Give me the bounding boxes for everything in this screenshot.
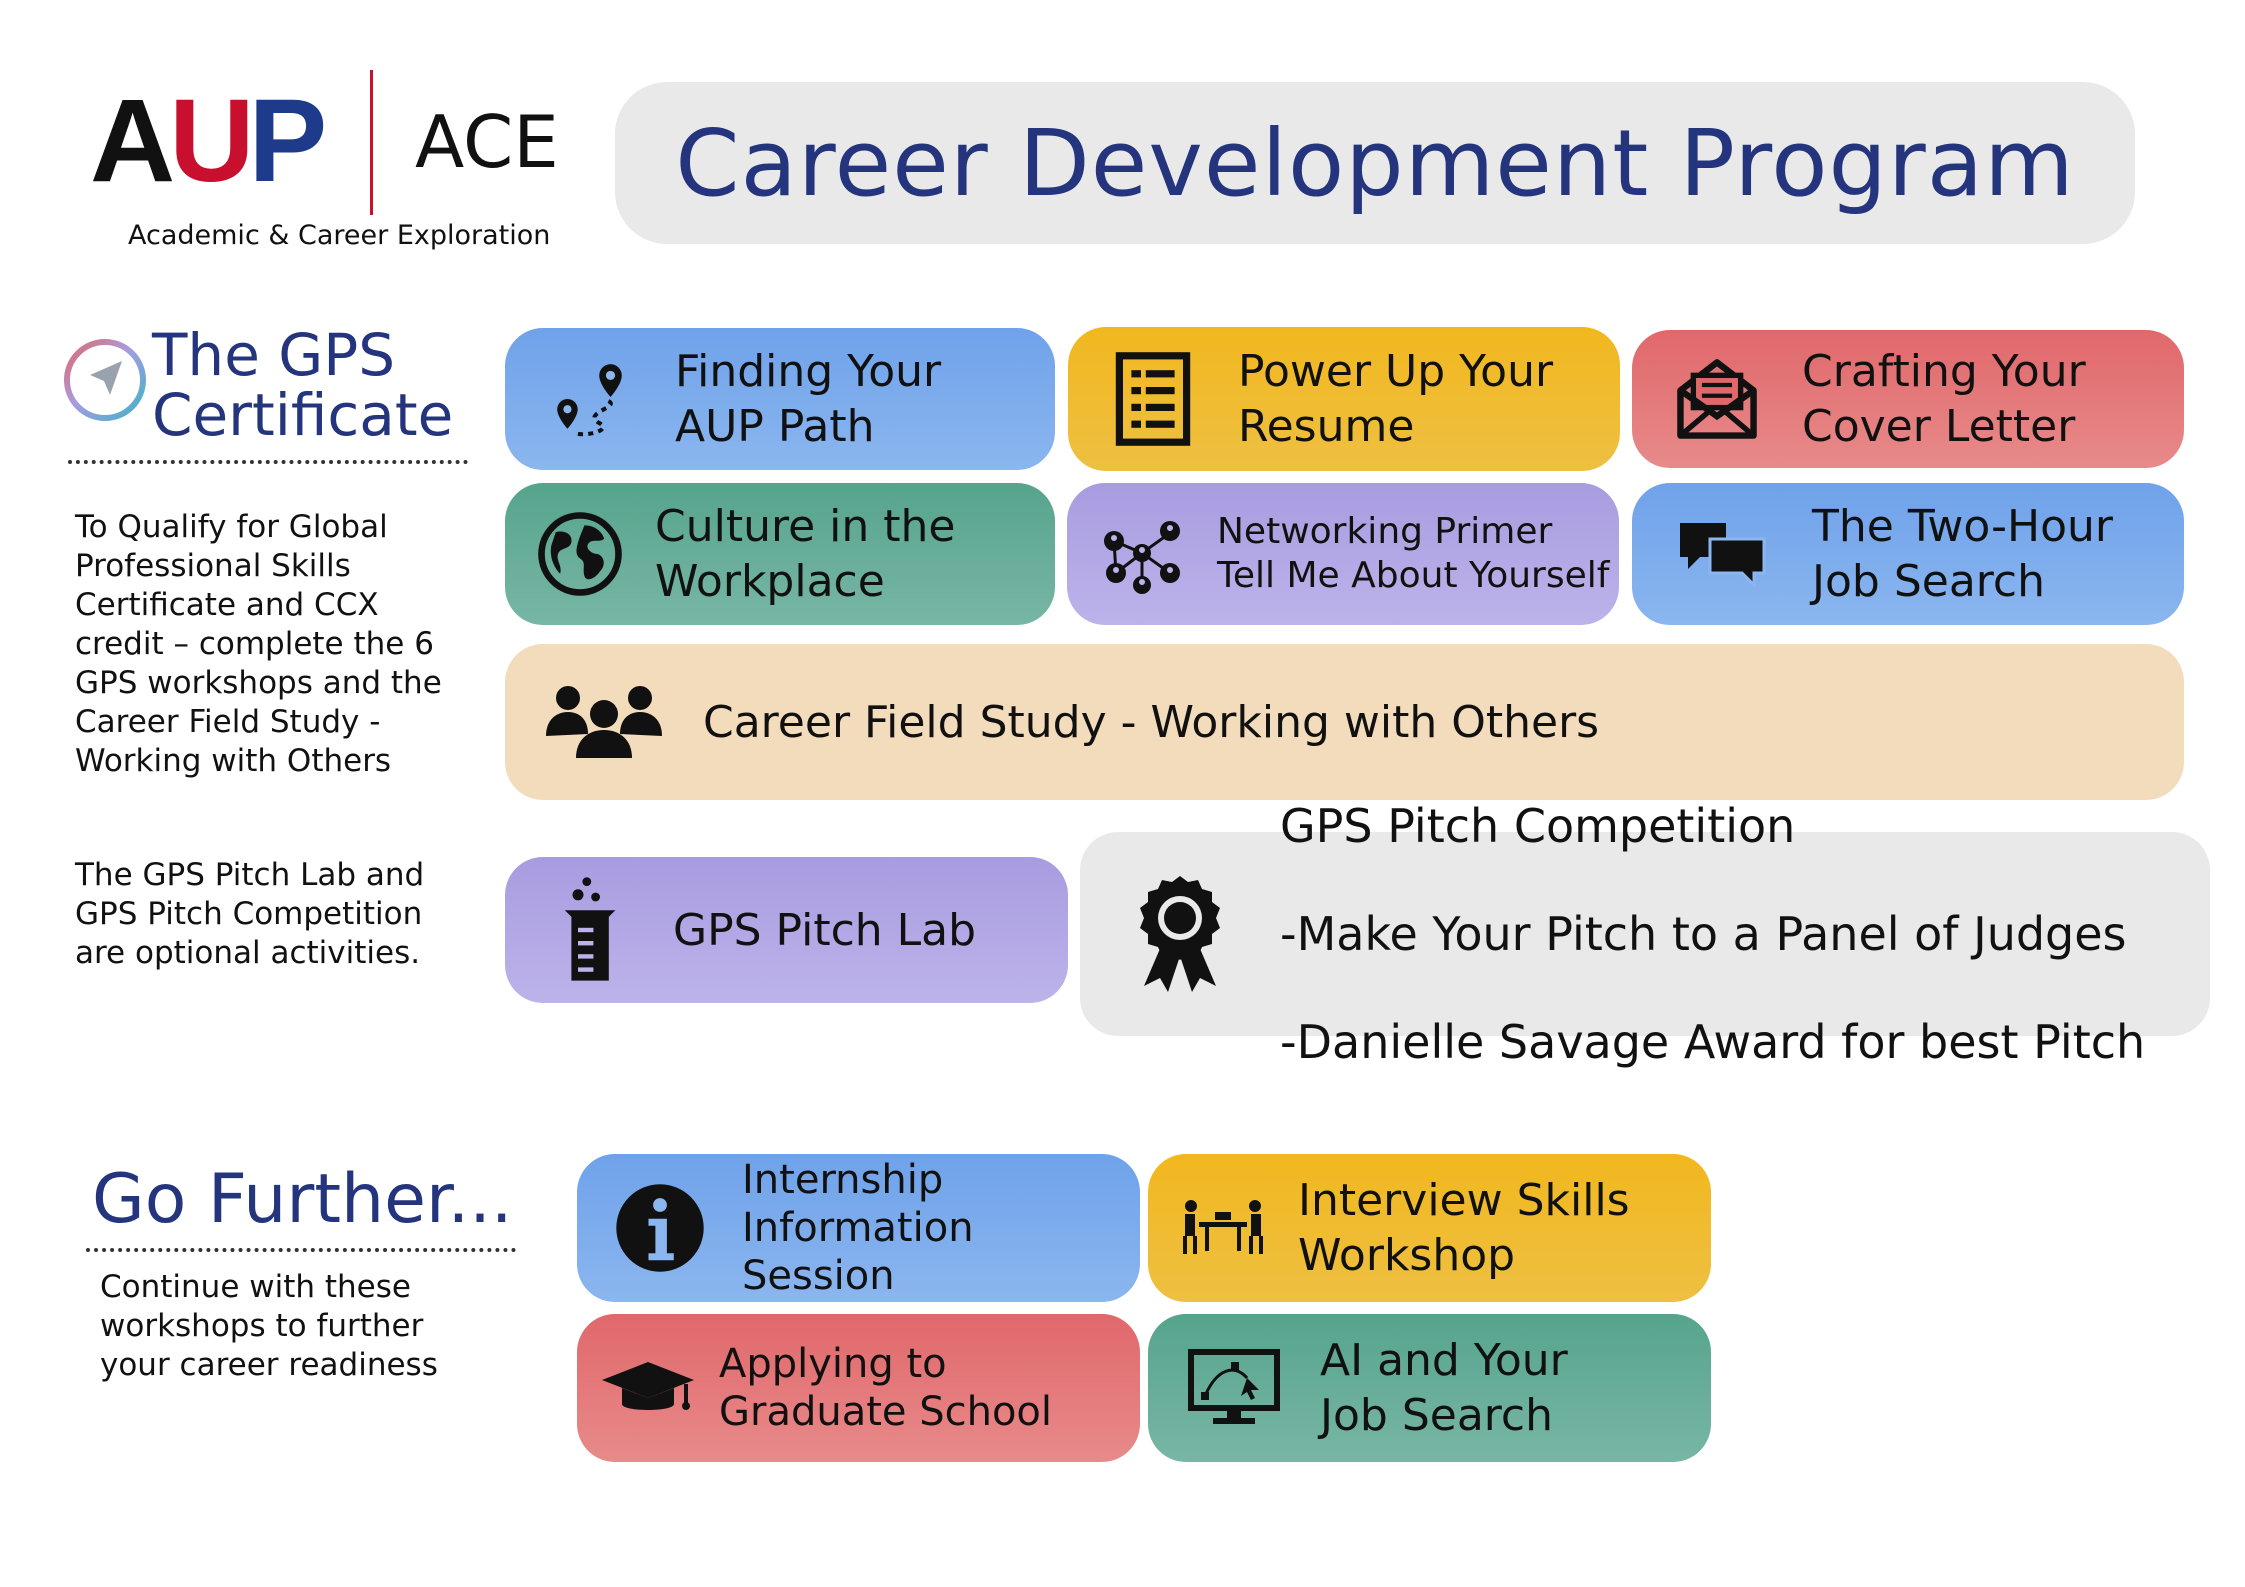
gps-pitch-competition[interactable] bbox=[1080, 799, 2210, 1069]
workshop-label: Interview Skills Workshop bbox=[1298, 1175, 1630, 1281]
go-further-divider bbox=[86, 1248, 516, 1252]
workshop-label: Crafting Your Cover Letter bbox=[1802, 346, 2086, 452]
optional-description: The GPS Pitch Lab and GPS Pitch Competition are optional activities. bbox=[75, 857, 425, 971]
compass-icon bbox=[60, 335, 150, 425]
go-further-heading: Go Further... bbox=[92, 1160, 513, 1239]
workshop-applying-to-graduate-school[interactable] bbox=[577, 1314, 1140, 1462]
group-people-icon bbox=[542, 682, 666, 762]
workshop-finding-your-aup-path[interactable] bbox=[505, 328, 1055, 470]
workshop-label: Applying to Graduate School bbox=[719, 1341, 1053, 1435]
page-title: Career Development Program bbox=[675, 109, 2075, 217]
aup-ace-logo bbox=[90, 62, 560, 262]
envelope-letter-icon bbox=[1674, 356, 1760, 442]
workshop-interview-skills[interactable] bbox=[1148, 1154, 1711, 1302]
title-banner bbox=[615, 82, 2135, 244]
workshop-label: Culture in the Workplace bbox=[655, 501, 956, 607]
gps-heading-line2: Certificate bbox=[152, 381, 454, 449]
pitch-lab-label: GPS Pitch Lab bbox=[673, 904, 977, 956]
workshop-culture-in-the-workplace[interactable] bbox=[505, 483, 1055, 625]
info-icon bbox=[614, 1182, 706, 1274]
workshop-power-up-your-resume[interactable] bbox=[1068, 327, 1620, 471]
workshop-networking-primer[interactable] bbox=[1067, 483, 1619, 625]
workshop-label: Internship Information Session bbox=[742, 1157, 974, 1299]
logo-ace-text: ACE bbox=[415, 100, 559, 184]
pitch-competition-text bbox=[1280, 745, 2145, 1123]
chat-bubbles-icon bbox=[1676, 517, 1768, 591]
qualify-description: To Qualify for Global Professional Skills Certificate and CCX credit – complete the 6 GPS workshops and the Career Field Study - Working with Others bbox=[75, 509, 442, 779]
workshop-label: AI and Your Job Search bbox=[1320, 1335, 1568, 1441]
workshop-crafting-your-cover-letter[interactable] bbox=[1632, 330, 2184, 468]
workshop-two-hour-job-search[interactable] bbox=[1632, 483, 2184, 625]
graduation-cap-icon bbox=[600, 1358, 696, 1418]
logo-divider bbox=[370, 70, 373, 215]
map-path-icon bbox=[549, 358, 631, 440]
network-people-icon bbox=[1094, 511, 1190, 597]
field-study-label: Career Field Study - Working with Others bbox=[703, 696, 1600, 748]
award-ribbon-icon bbox=[1132, 874, 1228, 994]
beaker-icon bbox=[556, 875, 622, 985]
gps-heading-line1: The GPS bbox=[152, 321, 396, 389]
globe-icon bbox=[536, 510, 624, 598]
go-further-description: Continue with these workshops to further your career readiness bbox=[100, 1269, 438, 1383]
workshop-label: Finding Your AUP Path bbox=[675, 346, 942, 452]
logo-subtitle: Academic & Career Exploration bbox=[128, 220, 551, 251]
pitch-competition-title: GPS Pitch Competition bbox=[1280, 799, 1796, 853]
resume-list-icon bbox=[1114, 351, 1192, 447]
workshop-internship-information-session[interactable] bbox=[577, 1154, 1140, 1302]
workshop-label: Power Up Your Resume bbox=[1238, 346, 1554, 452]
workshop-label: The Two-Hour Job Search bbox=[1812, 501, 2113, 607]
aup-logo-mark: AUP bbox=[90, 75, 322, 207]
monitor-design-icon bbox=[1187, 1348, 1281, 1428]
gps-divider bbox=[68, 460, 468, 464]
gps-pitch-lab[interactable] bbox=[505, 857, 1068, 1003]
pitch-competition-line1: -Make Your Pitch to a Panel of Judges bbox=[1280, 907, 2127, 961]
interview-table-icon bbox=[1181, 1198, 1265, 1258]
gps-certificate-heading bbox=[60, 321, 480, 460]
workshop-ai-and-your-job-search[interactable] bbox=[1148, 1314, 1711, 1462]
workshop-label: Networking Primer Tell Me About Yourself bbox=[1217, 511, 1610, 596]
pitch-competition-line2: -Danielle Savage Award for best Pitch bbox=[1280, 1015, 2146, 1069]
